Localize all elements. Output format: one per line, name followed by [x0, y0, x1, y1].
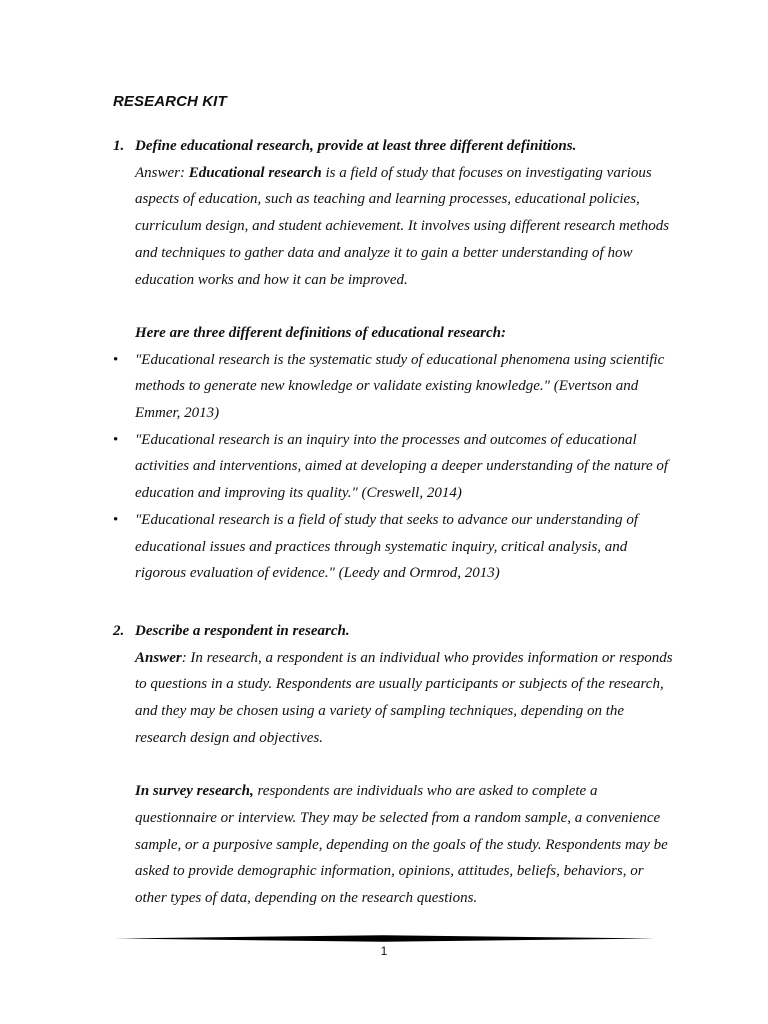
list-item [113, 427, 688, 507]
answer-line: education works and how it can be improved. [135, 271, 408, 288]
bullet-glyph: • [113, 511, 119, 528]
bullet-glyph: • [113, 431, 119, 448]
list-item-line: education and improving its quality." (Creswell, 2014) [135, 485, 462, 502]
survey-line: sample, or a purposive sample, depending on the goals of the study. Respondents may be [135, 836, 668, 853]
answer-first-line [135, 160, 688, 187]
question-2 [113, 618, 688, 912]
bullet-glyph: • [113, 351, 119, 368]
list-item [113, 347, 688, 427]
list-item-line: methods to generate new knowledge or validate existing knowledge." (Evertson and [135, 378, 639, 395]
answer-line: and techniques to gather data and analyze it to gain a better understanding of how [135, 244, 633, 261]
question-number: 1. [113, 138, 125, 154]
answer-label: Answer [135, 649, 182, 666]
answer-line: aspects of education, such as teaching and learning processes, educational policies, [135, 191, 640, 208]
question-1 [113, 133, 688, 587]
question-text: Describe a respondent in research. [135, 623, 350, 639]
answer-line: to questions in a study. Respondents are usually participants or subjects of the research, [135, 676, 664, 693]
answer-first-line [135, 645, 688, 672]
answer-text: : In research, a respondent is an individual who provides information or responds [181, 649, 673, 666]
answer-label: Answer: [135, 164, 189, 181]
list-item-line: Emmer, 2013) [135, 405, 220, 422]
list-item [113, 507, 688, 587]
list-item-line: "Educational research is an inquiry into the processes and outcomes of educational [135, 431, 637, 448]
list-item-line: "Educational research is a field of study that seeks to advance our understanding of [135, 511, 639, 528]
survey-term: In survey research, [135, 783, 254, 800]
definitions-list [113, 347, 688, 587]
answer-term: Educational research [188, 164, 322, 181]
list-item-line: rigorous evaluation of evidence." (Leedy and Ormrod, 2013) [135, 565, 500, 582]
list-item-line: "Educational research is the systematic study of educational phenomena using scientific [135, 351, 665, 368]
answer-line: curriculum design, and student achievement. It involves using different research methods [135, 218, 670, 235]
list-item-line: activities and interventions, aimed at developing a deeper understanding of the nature of [135, 458, 669, 475]
answer-text: is a field of study that focuses on investigating various [321, 164, 652, 181]
answer-line: research design and objectives. [135, 729, 324, 746]
footer-rule [114, 935, 655, 942]
definitions-heading: Here are three different definitions of educational research: [135, 324, 506, 341]
answer-line: and they may be chosen using a variety of sampling techniques, depending on the [135, 703, 625, 720]
survey-line: questionnaire or interview. They may be selected from a random sample, a convenience [135, 809, 661, 826]
question-number: 2. [113, 623, 125, 639]
survey-text: respondents are individuals who are asked to complete a [253, 783, 598, 800]
question-text: Define educational research, provide at least three different definitions. [135, 138, 577, 154]
page-number: 1 [380, 944, 388, 958]
survey-line: other types of data, depending on the research questions. [135, 890, 478, 907]
list-item-line: educational issues and practices through systematic inquiry, critical analysis, and [135, 538, 628, 555]
survey-line: asked to provide demographic information, opinions, attitudes, beliefs, behaviors, or [135, 863, 644, 880]
document-title: RESEARCH KIT [113, 93, 227, 110]
survey-first-line [135, 778, 688, 805]
